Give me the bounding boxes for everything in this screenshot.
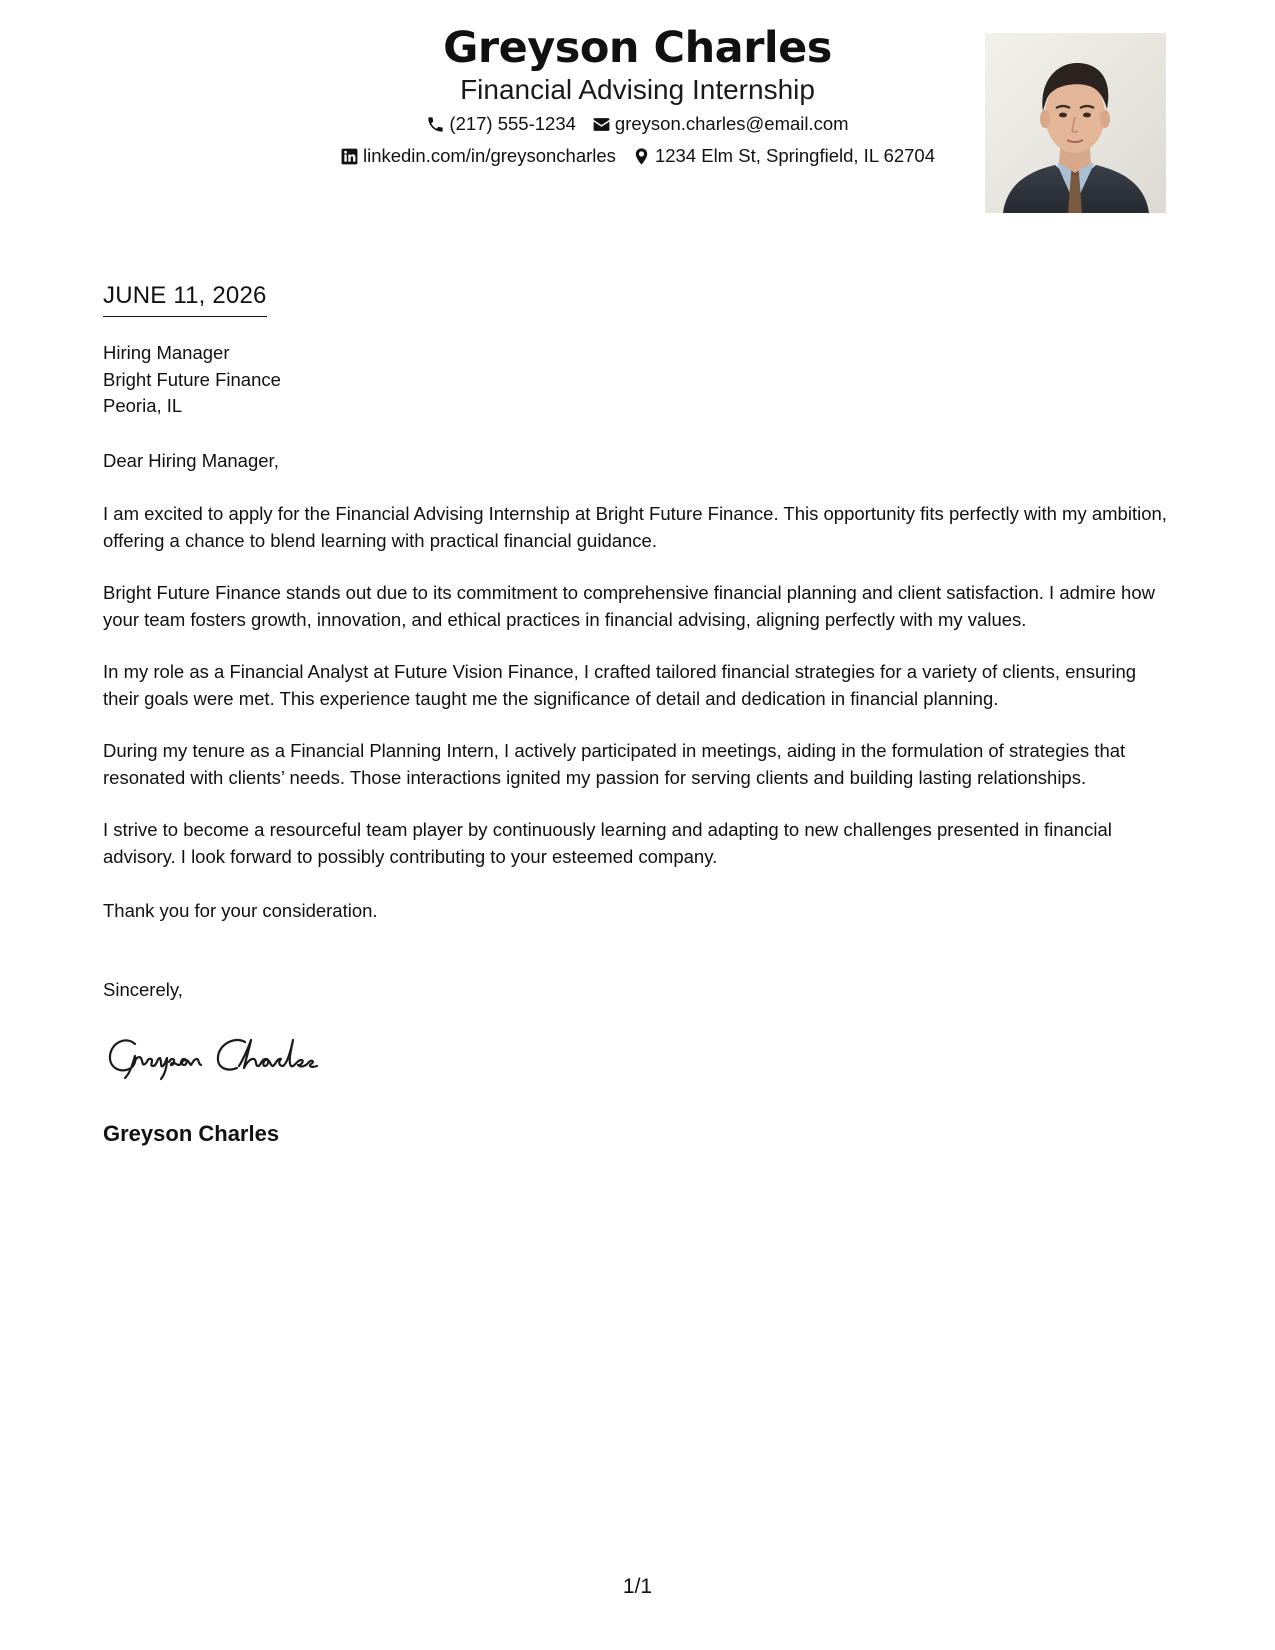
- phone-text: (217) 555-1234: [449, 113, 576, 134]
- contact-email: [592, 112, 849, 136]
- linkedin-text: linkedin.com/in/greysoncharles: [362, 145, 616, 166]
- contact-address: [632, 144, 935, 168]
- phone-icon: [426, 115, 445, 134]
- job-title: Financial Advising Internship: [460, 74, 815, 105]
- recipient-company: Bright Future Finance: [103, 368, 281, 390]
- envelope-icon: [592, 115, 611, 134]
- applicant-name: Greyson Charles: [443, 23, 832, 73]
- profile-photo: [985, 33, 1166, 213]
- signer-name: Greyson Charles: [103, 1121, 280, 1146]
- contact-linkedin: [340, 144, 616, 168]
- body-paragraph: During my tenure as a Financial Planning Intern, I actively participated in meetings, aiding in the formulation of strategies that resonated with clients’ needs. Those interactions ignited my passion for serving clients and building lasting relationships.: [103, 740, 1126, 788]
- letter-date: JUNE 11, 2026: [103, 281, 267, 317]
- salutation: Dear Hiring Manager,: [103, 450, 279, 471]
- recipient-location: Peoria, IL: [103, 395, 183, 416]
- page-number: 1/1: [622, 1575, 653, 1598]
- body-paragraph: Bright Future Finance stands out due to its commitment to comprehensive financial planning and client satisfaction. I admire how your team fosters growth, innovation, and ethical practices in financial advising, aligning perfectly with my values.: [103, 582, 1155, 630]
- contact-phone: [426, 112, 576, 136]
- closing: Sincerely,: [103, 979, 183, 1000]
- body-paragraph: In my role as a Financial Analyst at Future Vision Finance, I crafted tailored financial strategies for a variety of clients, ensuring their goals were met. This experience taught me the significance of detail and dedication in financial planning.: [103, 661, 1137, 709]
- map-marker-icon: [632, 147, 651, 166]
- handwritten-signature: [105, 1032, 365, 1082]
- email-text: greyson.charles@email.com: [614, 113, 849, 134]
- body-paragraph: I am excited to apply for the Financial Advising Internship at Bright Future Finance. This opportunity fits perfectly with my ambition, offering a chance to blend learning with practical financial guidance.: [103, 503, 1167, 551]
- linkedin-icon: [340, 147, 359, 166]
- body-paragraph: I strive to become a resourceful team player by continuously learning and adapting to new challenges presented in financial advisory. I look forward to possibly contributing to your esteemed company.: [103, 819, 1112, 867]
- recipient-title: Hiring Manager: [103, 342, 230, 363]
- body-paragraph: Thank you for your consideration.: [103, 900, 378, 921]
- recipient-block: [103, 340, 281, 420]
- address-text: 1234 Elm St, Springfield, IL 62704: [654, 145, 936, 166]
